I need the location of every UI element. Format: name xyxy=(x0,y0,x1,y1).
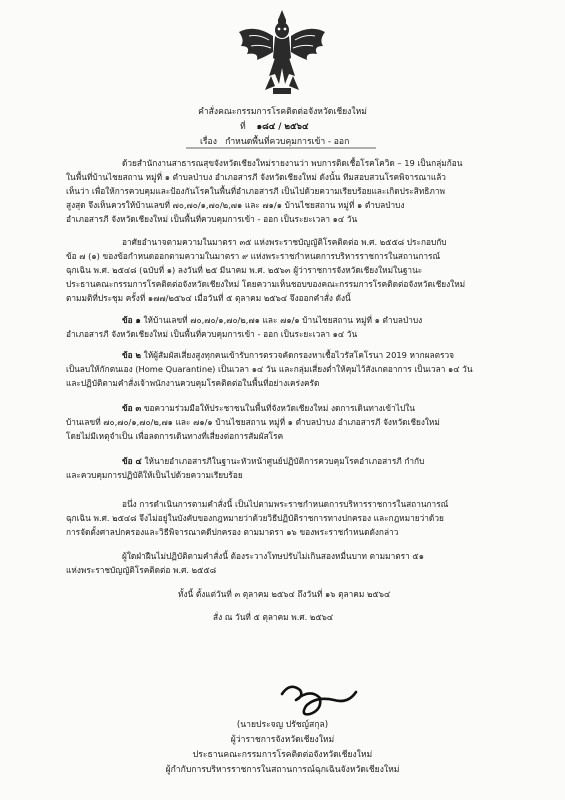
order-title: คำสั่งคณะกรรมการโรคติดต่อจังหวัดเชียงใหม่ xyxy=(198,107,367,117)
clause1-label: ข้อ ๑ xyxy=(122,315,141,325)
para1-line: เห็นว่า เพื่อให้การควบคุมและป้องกันโรคในพื้นที่อำเภอสารภี เป็นไปด้วยความเรียบร้อยและเกิดประสิทธิภาพ xyxy=(66,186,445,196)
order-date: สั่ง ณ วันที่ ๕ ตุลาคม พ.ศ. ๒๕๖๔ xyxy=(213,612,334,622)
order-subject-label: เรื่อง xyxy=(200,137,217,147)
order-subject-text: กำหนดพื้นที่ควบคุมการเข้า - ออก xyxy=(225,137,350,147)
clause1-first-line xyxy=(122,315,422,326)
para2-line: ข้อ ๗ (๑) ของข้อกำหนดออกตามความในมาตรา ๙ แห่งพระราชกำหนดการบริหารราชการในสถานการณ์ xyxy=(66,251,441,261)
clause3-line: บ้านเลขที่ ๗๐,๗๐/๑,๗๐/๒,๗๑ และ ๗๑/๑ บ้านไชยสถาน หมู่ที่ ๑ ตำบลป่าบง อำเภอสารภี จังหวัดเชียงใหม่ xyxy=(66,417,440,427)
penalty-para-line: ผู้ใดฝ่าฝืนไม่ปฏิบัติตามคำสั่งนี้ ต้องระวางโทษปรับไม่เกินสองหมื่นบาท ตามมาตรา ๕๑ xyxy=(122,551,424,561)
effective-period: ทั้งนี้ ตั้งแต่วันที่ ๓ ตุลาคม ๒๕๖๔ ถึงวันที่ ๑๖ ตุลาคม ๒๕๖๔ xyxy=(178,589,391,599)
clause3-text: ขอความร่วมมือให้ประชาชนในพื้นที่จังหวัดเชียงใหม่ งดการเดินทางเข้าไปใน xyxy=(143,403,415,413)
clause2-line: เป็นลบให้กักตนเอง (Home Quarantine) เป็นเวลา ๑๔ วัน และกลุ่มเสี่ยงต่ำให้คุมไว้สังเกตอาการ เป็นเวลา ๑๔ วัน xyxy=(66,364,473,374)
para1-line: ด้วยสำนักงานสาธารณสุขจังหวัดเชียงใหม่รายงานว่า พบการติดเชื้อโรคโควิด – 19 เป็นกลุ่มก้อน xyxy=(122,158,463,168)
clause4-label: ข้อ ๔ xyxy=(122,456,142,466)
clause3-label: ข้อ ๓ xyxy=(122,403,142,413)
signatory-name: (นายประจญ ปรัชญ์สกุล) xyxy=(236,720,329,730)
signatory-title: ประธานคณะกรรมการโรคติดต่อจังหวัดเชียงใหม่ xyxy=(192,750,373,760)
para1-line: สูงสุด จึงเห็นควรให้บ้านเลขที่ ๗๐,๗๐/๑,๗๐/๒,๗๑ และ ๗๑/๑ บ้านไชยสถาน หมู่ที่ ๑ ตำบลป่าบง xyxy=(66,200,405,210)
para1-line: อำเภอสารภี จังหวัดเชียงใหม่ เป็นพื้นที่ควบคุมการเข้า - ออก เป็นระยะเวลา ๑๔ วัน xyxy=(66,214,358,224)
clause1-text: ให้บ้านเลขที่ ๗๐,๗๐/๑,๗๐/๒,๗๑ และ ๗๑/๑ บ้านไชยสถาน หมู่ที่ ๑ ตำบลป่าบง xyxy=(143,315,423,325)
para2-line: อาศัยอำนาจตามความในมาตรา ๓๕ แห่งพระราชบัญญัติโรคติดต่อ พ.ศ. ๒๕๕๘ ประกอบกับ xyxy=(122,237,447,247)
penalty-para-line: แห่งพระราชบัญญัติโรคติดต่อ พ.ศ. ๒๕๕๘ xyxy=(66,565,217,575)
clause1-line: อำเภอสารภี จังหวัดเชียงใหม่ เป็นพื้นที่ควบคุมการเข้า - ออก เป็นระยะเวลา ๑๔ วัน xyxy=(66,329,358,339)
clause2-label: ข้อ ๒ xyxy=(122,350,142,360)
other-para-line: ฉุกเฉิน พ.ศ. ๒๕๔๘ จึงไม่อยู่ในบังคับของกฎหมายว่าด้วยวิธีปฏิบัติราชการทางปกครอง และกฎหมายว่าด้วย xyxy=(66,513,444,523)
clause2-text: ให้ผู้สัมผัสเสี่ยงสูงทุกคนเข้ารับการตรวจคัดกรองหาเชื้อไวรัสโคโรนา 2019 หากผลตรวจ xyxy=(143,350,455,360)
clause3-line: โดยไม่มีเหตุจำเป็น เพื่อลดการเดินทางที่เสี่ยงต่อการสัมผัสโรค xyxy=(66,431,284,441)
para2-line: ตามมติที่ประชุม ครั้งที่ ๑๗๗/๒๕๖๔ เมื่อวันที่ ๕ ตุลาคม ๒๕๖๔ จึงออกคำสั่ง ดังนี้ xyxy=(66,293,351,303)
clause4-text: ให้นายอำเภอสารภีในฐานะหัวหน้าศูนย์ปฏิบัติการควบคุมโรคอำเภอสารภี กำกับ xyxy=(144,456,425,466)
order-number-value: ๑๘๔ / ๒๕๖๔ xyxy=(256,122,309,132)
other-para-line: อนึ่ง การดำเนินการตามคำสั่งนี้ เป็นไปตามพระราชกำหนดการบริหารราชการในสถานการณ์ xyxy=(122,499,449,509)
clause4-line: และควบคุมการปฏิบัติให้เป็นไปด้วยความเรียบร้อย xyxy=(66,470,243,480)
order-number-label: ที่ xyxy=(240,122,246,132)
garuda-emblem-icon xyxy=(235,6,329,98)
order-subject xyxy=(200,134,349,148)
clause2-first-line xyxy=(122,350,454,361)
para1-line: ในพื้นที่บ้านไชยสถาน หมู่ที่ ๑ ตำบลป่าบง อำเภอสารภี จังหวัดเชียงใหม่ ดังนั้น ทีมสอบสวนโรคพิจารณาแล้ว xyxy=(66,172,446,182)
signatory-title: ผู้ว่าราชการจังหวัดเชียงใหม่ xyxy=(230,735,335,745)
para2-line: ประธานคณะกรรมการโรคติดต่อจังหวัดเชียงใหม่ โดยความเห็นชอบของคณะกรรมการโรคติดต่อจังหวัดเชียงใหม่ xyxy=(66,279,466,289)
clause2-line: และปฏิบัติตามคำสั่งเจ้าพนักงานควบคุมโรคติดต่อในพื้นที่อย่างเคร่งครัด xyxy=(66,378,320,388)
order-number xyxy=(240,119,308,133)
handwritten-signature xyxy=(276,680,360,722)
clause3-first-line xyxy=(122,403,415,414)
para2-line: ฉุกเฉิน พ.ศ. ๒๕๔๘ (ฉบับที่ ๑) ลงวันที่ ๒๕ มีนาคม พ.ศ. ๒๕๖๓ ผู้ว่าราชการจังหวัดเชียงใหม่ในฐานะ xyxy=(66,265,423,275)
signatory-title: ผู้กำกับการบริหารราชการในสถานการณ์ฉุกเฉินจังหวัดเชียงใหม่ xyxy=(165,765,400,775)
header-divider xyxy=(186,147,376,150)
clause4-first-line xyxy=(122,456,424,467)
other-para-line: การจัดตั้งศาลปกครองและวิธีพิจารณาคดีปกครอง ตามมาตรา ๑๖ ของพระราชกำหนดดังกล่าว xyxy=(66,527,399,537)
